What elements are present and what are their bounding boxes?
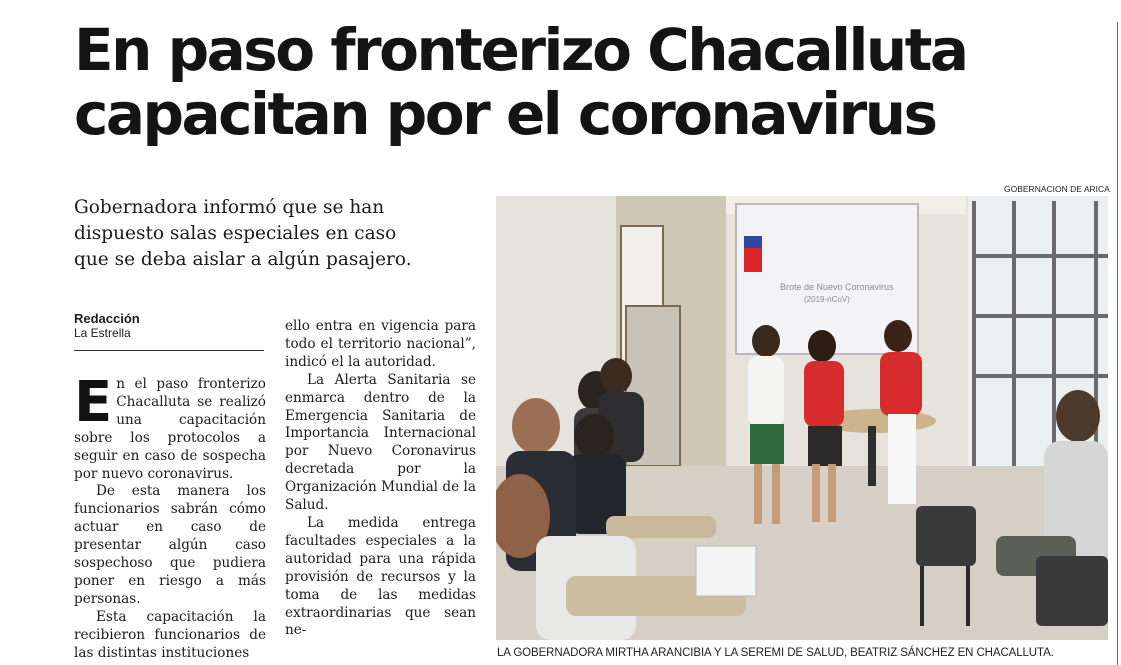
byline-outlet: La Estrella	[74, 326, 131, 340]
byline-author: Redacción	[74, 311, 140, 326]
deck-line-2: dispuesto salas especiales en caso	[74, 223, 397, 244]
headline-line-2: capacitan por el coronavirus	[74, 80, 936, 148]
paragraph: ello entra en vigencia para todo el territorio nacional”, indicó el la autoridad.	[285, 318, 476, 370]
byline-rule	[74, 350, 264, 351]
slide-title: Brote de Nuevo Coronavirus	[780, 282, 894, 292]
photo-caption: LA GOBERNADORA MIRTHA ARANCIBIA Y LA SEREMI DE SALUD, BEATRIZ SÁNCHEZ EN CHACALLUTA.	[497, 647, 1054, 659]
paragraph: La Alerta Sanitaria se enmarca dentro de la Emergencia Sanitaria de Importancia Internacional por Nuevo Coronavirus decretada por la Organización Mundial de la Salud.	[285, 371, 476, 514]
body-column-2	[285, 318, 476, 640]
paragraph: Esta capacitación la recibieron funcionarios de las distintas instituciones	[74, 608, 266, 661]
headline	[74, 18, 1114, 146]
column-rule	[1117, 22, 1118, 665]
slide-subtitle: (2019-nCoV)	[804, 295, 850, 304]
body-column-1	[74, 370, 266, 663]
article-photo	[496, 196, 1108, 640]
byline	[74, 311, 140, 341]
deck-line-3: que se deba aislar a algún pasajero.	[74, 249, 412, 270]
deck-line-1: Gobernadora informó que se han	[74, 197, 385, 218]
paragraph	[74, 370, 266, 483]
drop-cap: E	[74, 370, 113, 435]
deck	[74, 195, 474, 273]
headline-line-1: En paso fronterizo Chacalluta	[74, 16, 967, 84]
paragraph: La medida entrega facultades especiales a la autoridad para una rápida provisión de recursos y la toma de las medidas extraordinarias que sean ne-	[285, 514, 476, 639]
paragraph-text: n el paso fronterizo Chacalluta se realizó una capacitación sobre los protocolos a seguir en caso de sospecha por nuevo coronavirus.	[74, 376, 266, 482]
paragraph: De esta manera los funcionarios sabrán cómo actuar en caso de presentar algún caso sospechoso que pudiera poner en riesgo a más personas.	[74, 483, 266, 607]
photo-credit: GOBERNACION DE ARICA	[1004, 184, 1110, 194]
